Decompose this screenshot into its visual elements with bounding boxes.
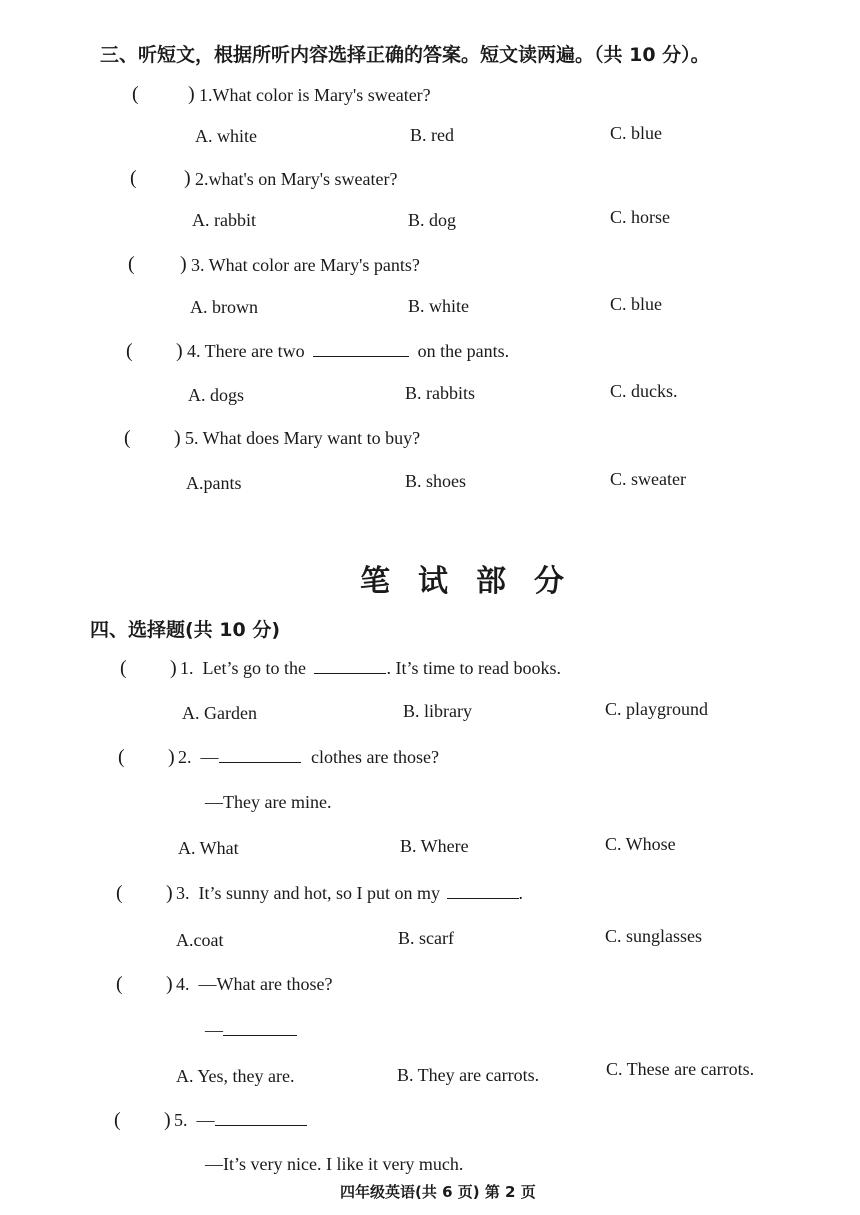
dialogue-dash: — xyxy=(200,747,219,767)
option-c: C. playground xyxy=(605,699,708,719)
option-a: A. What xyxy=(178,838,239,858)
option-b: B. shoes xyxy=(405,471,467,491)
question-text xyxy=(178,747,439,768)
section3-header: 三、听短文，根据所听内容选择正确的答案。短文读两遍。（共 10 分）。 xyxy=(100,44,710,66)
question-text xyxy=(176,883,523,904)
option-c: C. These are carrots. xyxy=(606,1059,755,1079)
answer-paren-open[interactable]: ( xyxy=(126,340,133,362)
option-a: A. white xyxy=(195,126,257,146)
answer-paren-open[interactable]: ( xyxy=(120,657,127,679)
option-c: C. sweater xyxy=(610,469,686,489)
answer-paren-open[interactable]: ( xyxy=(116,882,123,904)
fill-blank[interactable] xyxy=(314,659,386,674)
answer-paren-close: ) xyxy=(180,253,187,275)
question-number: 5. xyxy=(174,1110,188,1130)
option-c: C. blue xyxy=(610,294,662,314)
answer-paren-open[interactable]: ( xyxy=(124,427,131,449)
question-text-after: . xyxy=(518,883,523,903)
option-b: B. red xyxy=(410,125,454,145)
dialogue-dash: — xyxy=(205,1020,223,1040)
option-a: A. rabbit xyxy=(192,210,256,230)
answer-paren-open[interactable]: ( xyxy=(116,973,123,995)
dialogue-dash: — xyxy=(196,1110,215,1130)
question-number: 2. xyxy=(178,747,192,767)
option-c: C. Whose xyxy=(605,834,676,854)
question-text-after: on the pants. xyxy=(417,341,510,361)
answer-paren-open[interactable]: ( xyxy=(118,746,125,768)
question-text-after: . It’s time to read books. xyxy=(386,658,561,678)
option-b: B. rabbits xyxy=(405,383,475,403)
option-b: B. scarf xyxy=(398,928,454,948)
page-footer: 四年级英语(共 6 页) 第 2 页 xyxy=(340,1183,536,1201)
option-c: C. blue xyxy=(610,123,662,143)
answer-paren-close: ) xyxy=(170,657,177,679)
question-number: 1. xyxy=(180,658,194,678)
question-text xyxy=(174,1110,307,1131)
dialogue-line: —What are those? xyxy=(198,974,333,994)
question-text: 5. What does Mary want to buy? xyxy=(185,428,421,448)
question-text: 3. What color are Mary's pants? xyxy=(191,255,420,275)
option-a: A.pants xyxy=(186,473,242,493)
question-text xyxy=(176,974,332,995)
option-a: A.coat xyxy=(176,930,224,950)
dialogue-reply: —It’s very nice. I like it very much. xyxy=(205,1154,464,1174)
option-c: C. sunglasses xyxy=(605,926,703,946)
fill-blank[interactable] xyxy=(447,884,519,899)
dialogue-reply: —They are mine. xyxy=(205,792,332,812)
question-number: 4. xyxy=(176,974,190,994)
fill-blank[interactable] xyxy=(219,748,301,763)
answer-paren-close: ) xyxy=(164,1109,171,1131)
option-a: A. dogs xyxy=(188,385,245,405)
option-a: A. brown xyxy=(190,297,258,317)
option-b: B. white xyxy=(408,296,469,316)
answer-paren-open[interactable]: ( xyxy=(132,83,139,105)
written-section-title: 笔试部分 xyxy=(360,564,592,599)
answer-paren-close: ) xyxy=(184,167,191,189)
answer-paren-close: ) xyxy=(188,83,195,105)
fill-blank[interactable] xyxy=(223,1021,297,1036)
option-b: B. library xyxy=(403,701,472,721)
fill-blank[interactable] xyxy=(313,342,409,357)
dialogue-reply xyxy=(205,1020,297,1041)
answer-paren-close: ) xyxy=(168,746,175,768)
answer-paren-open[interactable]: ( xyxy=(114,1109,121,1131)
question-text: 1.What color is Mary's sweater? xyxy=(199,85,431,105)
question-text-after: clothes are those? xyxy=(311,747,439,767)
option-a: A. Garden xyxy=(182,703,257,723)
question-text-before: It’s sunny and hot, so I put on my xyxy=(198,883,440,903)
answer-paren-close: ) xyxy=(166,973,173,995)
question-text: 2.what's on Mary's sweater? xyxy=(195,169,398,189)
question-text-before: 4. There are two xyxy=(187,341,305,361)
answer-paren-close: ) xyxy=(174,427,181,449)
answer-paren-close: ) xyxy=(166,882,173,904)
fill-blank[interactable] xyxy=(215,1111,307,1126)
question-number: 3. xyxy=(176,883,190,903)
answer-paren-open[interactable]: ( xyxy=(130,167,137,189)
section4-header: 四、选择题(共 10 分) xyxy=(90,619,281,641)
question-text xyxy=(180,658,561,679)
option-b: B. dog xyxy=(408,210,457,230)
option-c: C. horse xyxy=(610,207,670,227)
option-b: B. Where xyxy=(400,836,469,856)
option-a: A. Yes, they are. xyxy=(176,1066,295,1086)
question-text xyxy=(187,341,509,362)
answer-paren-open[interactable]: ( xyxy=(128,253,135,275)
option-c: C. ducks. xyxy=(610,381,678,401)
option-b: B. They are carrots. xyxy=(397,1065,540,1085)
answer-paren-close: ) xyxy=(176,340,183,362)
question-text-before: Let’s go to the xyxy=(202,658,306,678)
